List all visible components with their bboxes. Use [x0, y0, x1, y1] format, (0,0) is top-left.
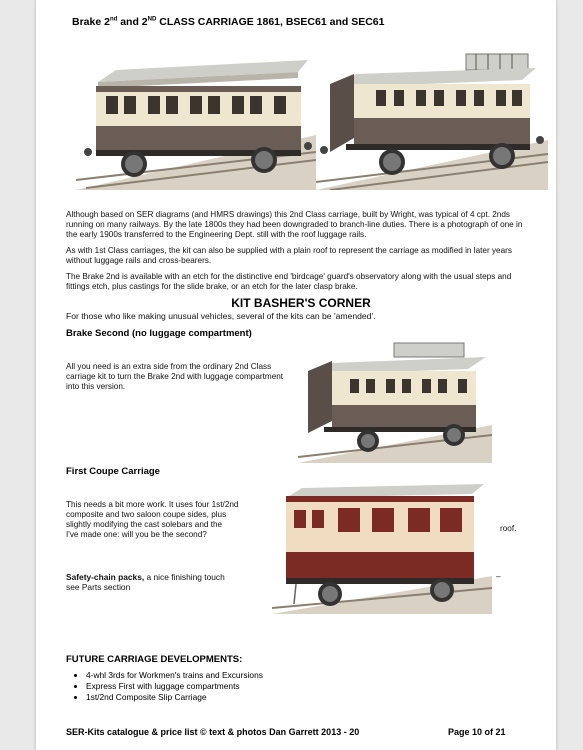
intro-paragraph-3: The Brake 2nd is available with an etch for the distinctive end 'birdcage' guard's observatory along with the usual steps and fittings etch, plus castings for the slide brake, or an etch for the later clasp brake. — [66, 272, 512, 291]
future-item: • Express First with luggage compartments — [86, 681, 510, 692]
first-coupe-line-3: slightly modifying the cast solebars and the — [66, 520, 223, 529]
brake-second-heading: Brake Second (no luggage compartment) — [66, 328, 252, 339]
first-coupe-roof-word: roof. — [500, 524, 517, 533]
first-coupe-line-4: I've made one: will you be the second? — [66, 530, 207, 539]
future-heading: FUTURE CARRIAGE DEVELOPMENTS: — [66, 654, 243, 665]
footer-copyright: SER-Kits catalogue & price list © text & photos Dan Garrett 2013 - 20 — [66, 727, 360, 737]
future-list — [70, 670, 510, 703]
catalogue-page — [36, 0, 556, 750]
future-item: • 1st/2nd Composite Slip Carriage — [86, 692, 510, 703]
future-item: • 4-whl 3rds for Workmen's trains and Excursions — [86, 670, 510, 681]
safety-chain-dash: – — [496, 572, 501, 581]
page-title: Brake 2nd and 2ND CLASS CARRIAGE 1861, BSEC61 and SEC61 — [72, 16, 385, 28]
safety-chain-line-2: see Parts section — [66, 582, 131, 592]
first-coupe-line-2: composite and two saloon coupe sides, plus — [66, 510, 227, 519]
photo-brake-second-no-luggage — [298, 335, 492, 463]
first-coupe-heading: First Coupe Carriage — [66, 466, 160, 477]
photo-first-coupe-carriage — [272, 478, 492, 614]
carriage-illustration — [76, 40, 316, 190]
photo-brake-second-carriage — [316, 40, 548, 190]
safety-chain-text — [66, 572, 286, 592]
intro-paragraph-2: As with 1st Class carriages, the kit can also be supplied with a plain roof to represent the carriage as modified in later years without luggage rails and cross-bearers. — [66, 246, 512, 265]
first-coupe-line-1: This needs a bit more work. It uses four 1st/2nd — [66, 500, 239, 509]
kit-bashers-heading: KIT BASHER'S CORNER — [231, 296, 371, 310]
photo-second-class-carriage — [76, 40, 316, 190]
safety-chain-bold: Safety-chain packs, — [66, 572, 145, 582]
kit-bashers-intro: For those who like making unusual vehicles, several of the kits can be 'amended'. — [66, 311, 376, 321]
brake-carriage-illustration — [316, 40, 548, 190]
intro-paragraph-1: Although based on SER diagrams (and HMRS drawings) this 2nd Class carriage, built by Wright, was typical of 4 cpt. 2nds running on many railways. By the late 1800s they had been downgraded to branch-line duties. There is a photograph of one in the early 1900s transferred to the Engineering Dept. still with the roof luggage rails. — [66, 210, 523, 239]
first-coupe-text — [66, 500, 292, 540]
brake-second-illustration — [298, 335, 492, 463]
brake-second-text: All you need is an extra side from the ordinary 2nd Class carriage kit to turn the Brake 2nd with luggage compartment into this version. — [66, 362, 284, 391]
safety-chain-rest: a nice finishing touch — [144, 572, 225, 582]
coupe-carriage-illustration — [272, 478, 492, 614]
footer-page-number: Page 10 of 21 — [448, 727, 506, 737]
